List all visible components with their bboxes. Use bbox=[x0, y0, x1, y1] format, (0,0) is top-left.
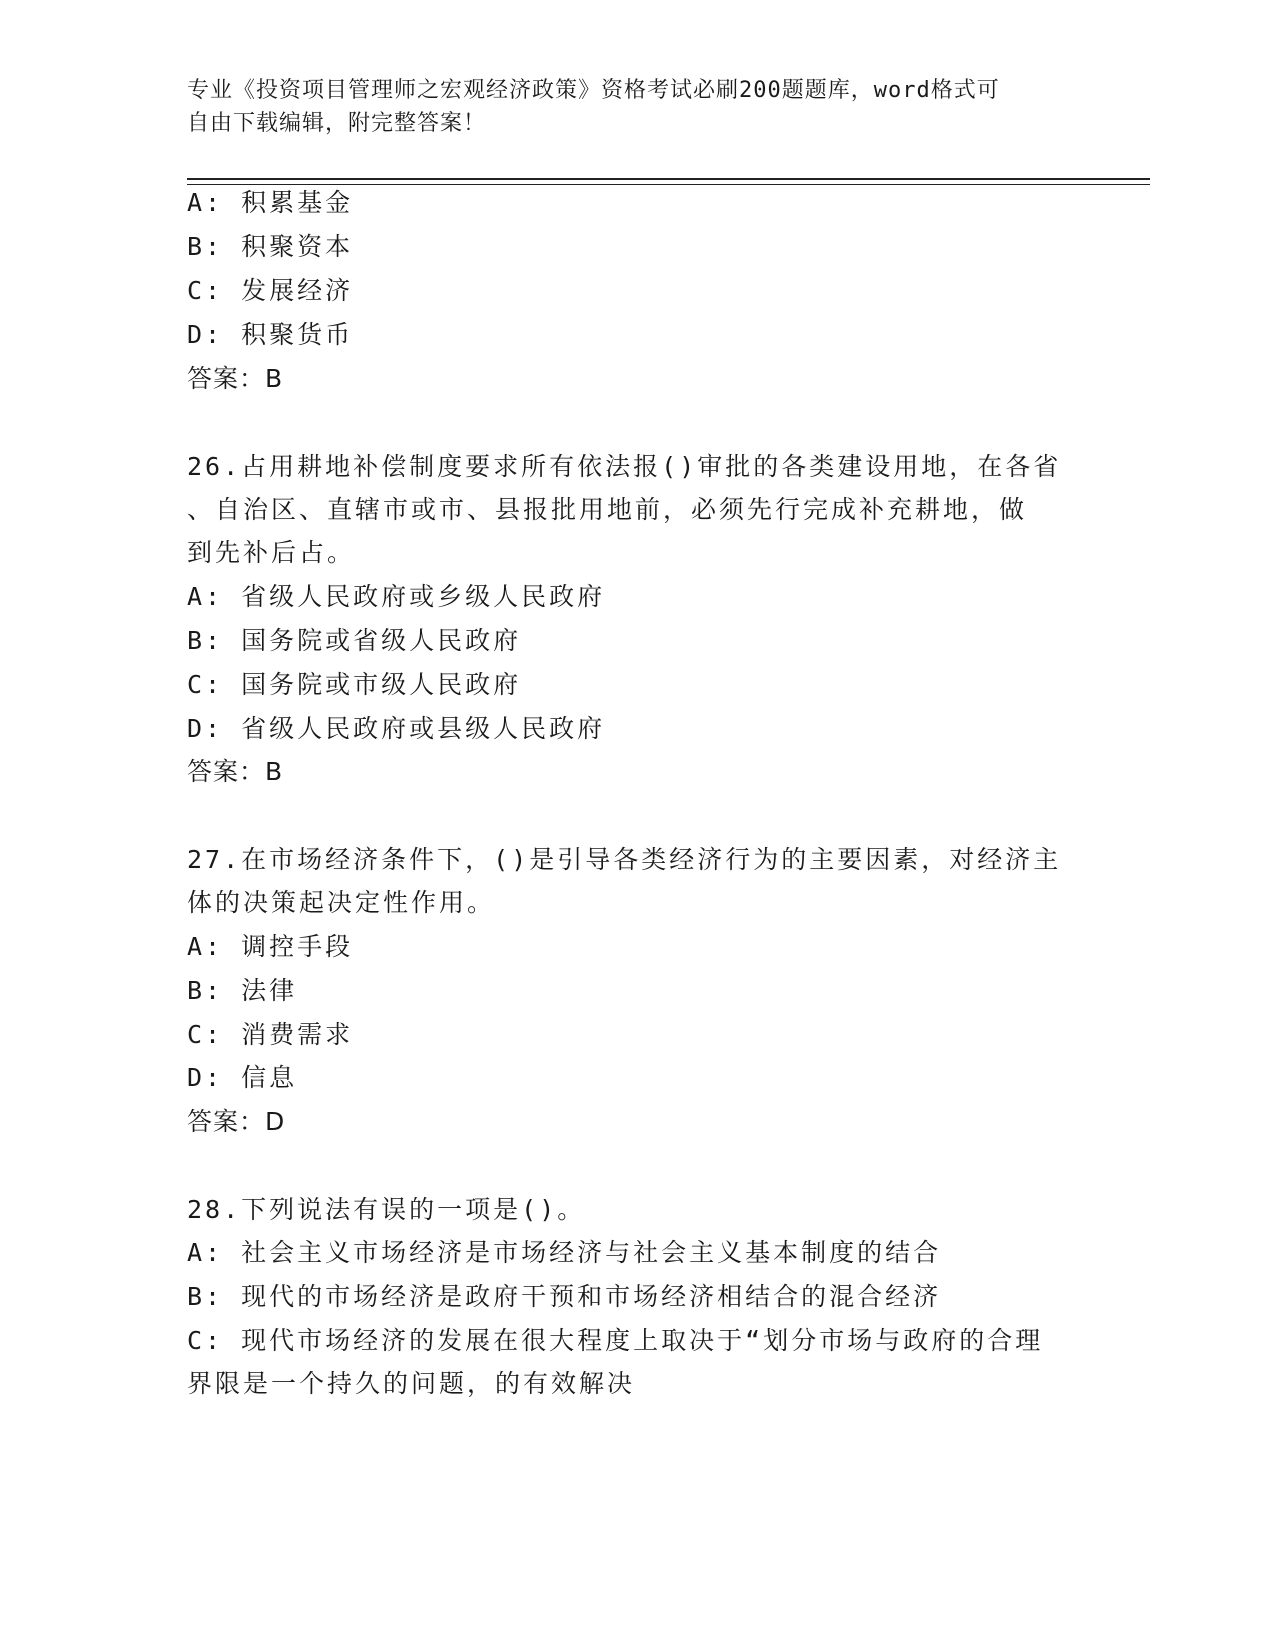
q28-option-c-line-1: C: 现代市场经济的发展在很大程度上取决于“划分市场与政府的合理 bbox=[187, 1326, 1044, 1355]
header-line-2: 自由下载编辑，附完整答案！ bbox=[187, 111, 487, 136]
q27-option-b: B: 法律 bbox=[187, 976, 298, 1005]
q25-option-c: C: 发展经济 bbox=[187, 276, 354, 305]
q26-stem-line-3: 到先补后占。 bbox=[187, 538, 356, 567]
q26-stem-line-2: 、自治区、直辖市或市、县报批用地前，必须先行完成补充耕地，做 bbox=[187, 495, 1028, 524]
q27-stem-line-2: 体的决策起决定性作用。 bbox=[187, 888, 496, 917]
q26-stem-line-1: 26.占用耕地补偿制度要求所有依法报()审批的各类建设用地，在各省 bbox=[187, 452, 1062, 481]
q28-option-c-line-2: 界限是一个持久的问题，的有效解决 bbox=[187, 1369, 636, 1398]
q25-option-a: A: 积累基金 bbox=[187, 188, 354, 217]
q26-answer: 答案：B bbox=[187, 757, 284, 786]
document-header bbox=[187, 74, 1087, 140]
q28-option-b: B: 现代的市场经济是政府干预和市场经济相结合的混合经济 bbox=[187, 1282, 942, 1311]
q27-option-c: C: 消费需求 bbox=[187, 1020, 354, 1049]
q27-stem-line-1: 27.在市场经济条件下，()是引导各类经济行为的主要因素，对经济主 bbox=[187, 845, 1062, 874]
q25-answer: 答案：B bbox=[187, 364, 284, 393]
q26-option-a: A: 省级人民政府或乡级人民政府 bbox=[187, 582, 606, 611]
q27-answer: 答案：D bbox=[187, 1107, 286, 1136]
q26-option-d: D: 省级人民政府或县级人民政府 bbox=[187, 714, 606, 743]
q27-option-a: A: 调控手段 bbox=[187, 932, 354, 961]
header-divider-thick bbox=[187, 178, 1150, 180]
header-divider-thin bbox=[187, 184, 1150, 185]
q26-option-b: B: 国务院或省级人民政府 bbox=[187, 626, 522, 655]
q26-option-c: C: 国务院或市级人民政府 bbox=[187, 670, 522, 699]
q28-option-a: A: 社会主义市场经济是市场经济与社会主义基本制度的结合 bbox=[187, 1238, 942, 1267]
q27-option-d: D: 信息 bbox=[187, 1063, 298, 1092]
q28-stem-line-1: 28.下列说法有误的一项是()。 bbox=[187, 1195, 586, 1224]
header-line-1: 专业《投资项目管理师之宏观经济政策》资格考试必刷200题题库，word格式可 bbox=[187, 78, 1000, 103]
q25-option-d: D: 积聚货币 bbox=[187, 320, 354, 349]
q25-option-b: B: 积聚资本 bbox=[187, 232, 354, 261]
